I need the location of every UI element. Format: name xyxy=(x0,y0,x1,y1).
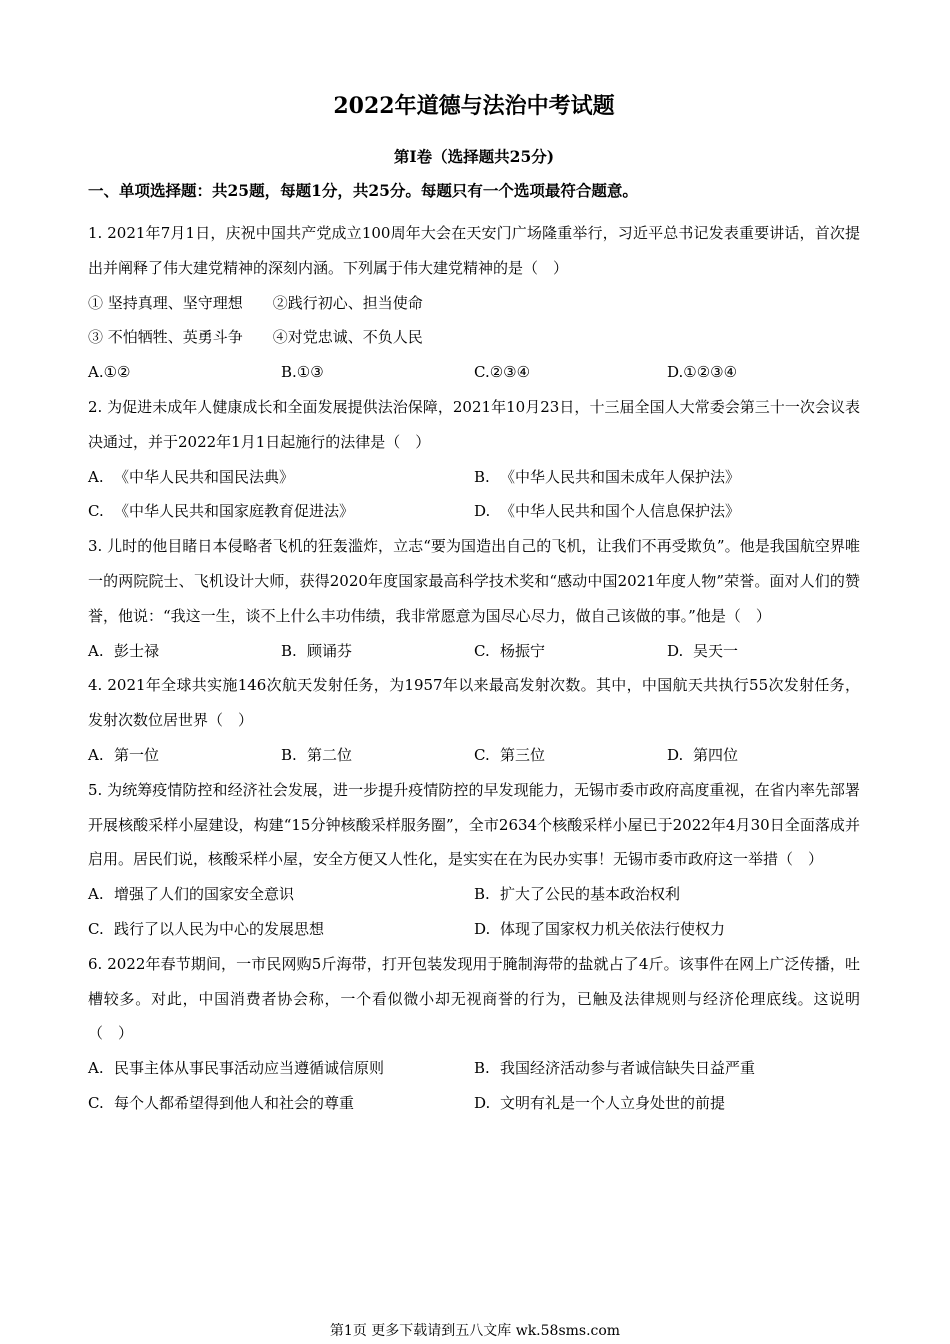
option-c[interactable]: C. 第三位 xyxy=(474,745,546,764)
option-d[interactable]: D. 第四位 xyxy=(667,745,739,764)
option-c[interactable]: C.②③④ xyxy=(474,363,531,382)
statement-line: ③ 不怕牺牲、英勇斗争 ④对党忠诚、不负人民 xyxy=(88,328,423,347)
option-d[interactable]: D. 体现了国家权力机关依法行使权力 xyxy=(474,919,726,938)
options-row xyxy=(88,738,860,773)
question-3 xyxy=(88,529,860,668)
options-row xyxy=(88,355,860,390)
option-b[interactable]: B. 《中华人民共和国未成年人保护法》 xyxy=(474,467,741,486)
option-a[interactable]: A. 彭士禄 xyxy=(88,641,160,660)
option-d[interactable]: D.①②③④ xyxy=(667,363,738,382)
option-c[interactable]: C. 杨振宁 xyxy=(474,641,546,660)
question-stem: 4. 2021年全球共实施146次航天发射任务，为1957年以来最高发射次数。其中，中国航天共执行55次发射任务，发射次数位居世界（ ） xyxy=(88,676,860,730)
option-a[interactable]: A. 《中华人民共和国民法典》 xyxy=(88,467,295,486)
options-grid xyxy=(88,1051,860,1121)
question-stem: 3. 儿时的他目睹日本侵略者飞机的狂轰滥炸，立志“要为国造出自己的飞机，让我们不再受欺负”。他是我国航空界唯一的两院院士、飞机设计大师，获得2020年度国家最高科学技术奖和“感动中国2021年度人物”荣誉。面对人们的赞誉，他说：“我这一生，谈不上什么丰功伟绩，我非常愿意为国尽心尽力，做自己该做的事。”他是（ ） xyxy=(88,537,860,625)
section-heading: 一、单项选择题：共25题，每题1分，共25分。每题只有一个选项最符合题意。 xyxy=(88,181,638,200)
options-row xyxy=(88,634,860,669)
question-stem: 6. 2022年春节期间，一市民网购5斤海带，打开包装发现用于腌制海带的盐就占了4斤。该事件在网上广泛传播，吐槽较多。对此，中国消费者协会称，一个看似微小却无视商誉的行为，已触及法律规则与经济伦理底线。这说明（ ） xyxy=(88,954,860,1043)
question-5 xyxy=(88,773,860,947)
option-a[interactable]: A.①② xyxy=(88,363,131,382)
option-c[interactable]: C. 每个人都希望得到他人和社会的尊重 xyxy=(88,1093,355,1112)
question-stem: 5. 为统筹疫情防控和经济社会发展，进一步提升疫情防控的早发现能力，无锡市委市政府高度重视，在省内率先部署开展核酸采样小屋建设，构建“15分钟核酸采样服务圈”，全市2634个核酸采样小屋已于2022年4月30日全面落成并启用。居民们说，核酸采样小屋，安全方便又人性化，是实实在在为民办实事！无锡市委市政府这一举措（ ） xyxy=(88,780,860,869)
option-c[interactable]: C. 践行了以人民为中心的发展思想 xyxy=(88,919,325,938)
option-b[interactable]: B. 第二位 xyxy=(281,745,353,764)
question-1 xyxy=(88,216,860,390)
option-a[interactable]: A. 第一位 xyxy=(88,745,160,764)
exam-subtitle: 第I卷（选择题共25分) xyxy=(393,147,555,166)
option-d[interactable]: D. 《中华人民共和国个人信息保护法》 xyxy=(474,502,741,521)
option-b[interactable]: B. 我国经济活动参与者诚信缺失日益严重 xyxy=(474,1059,756,1078)
question-6 xyxy=(88,947,860,1121)
exam-title: 2022年道德与法治中考试题 xyxy=(333,93,615,119)
option-b[interactable]: B. 扩大了公民的基本政治权利 xyxy=(474,885,681,904)
options-grid xyxy=(88,460,860,530)
options-grid xyxy=(88,877,860,947)
option-d[interactable]: D. 文明有礼是一个人立身处世的前提 xyxy=(474,1093,726,1112)
statement-line: ① 坚持真理、坚守理想 ②践行初心、担当使命 xyxy=(88,293,423,312)
option-b[interactable]: B. 顾诵芬 xyxy=(281,641,353,660)
option-c[interactable]: C. 《中华人民共和国家庭教育促进法》 xyxy=(88,502,355,521)
question-4 xyxy=(88,668,860,772)
question-2 xyxy=(88,390,860,529)
question-stem: 1. 2021年7月1日，庆祝中国共产党成立100周年大会在天安门广场隆重举行，习近平总书记发表重要讲话，首次提出并阐释了伟大建党精神的深刻内涵。下列属于伟大建党精神的是（ ） xyxy=(88,224,860,277)
option-d[interactable]: D. 吴天一 xyxy=(667,641,739,660)
option-b[interactable]: B.①③ xyxy=(281,363,324,382)
question-list xyxy=(88,216,860,1121)
option-a[interactable]: A. 民事主体从事民事活动应当遵循诚信原则 xyxy=(88,1059,385,1078)
page-footer: 第1页 更多下载请到五八文库 wk.58sms.com xyxy=(329,1323,621,1339)
question-stem: 2. 为促进未成年人健康成长和全面发展提供法治保障，2021年10月23日，十三届全国人大常委会第三十一次会议表决通过，并于2022年1月1日起施行的法律是（ ） xyxy=(88,397,860,451)
option-a[interactable]: A. 增强了人们的国家安全意识 xyxy=(88,885,295,904)
